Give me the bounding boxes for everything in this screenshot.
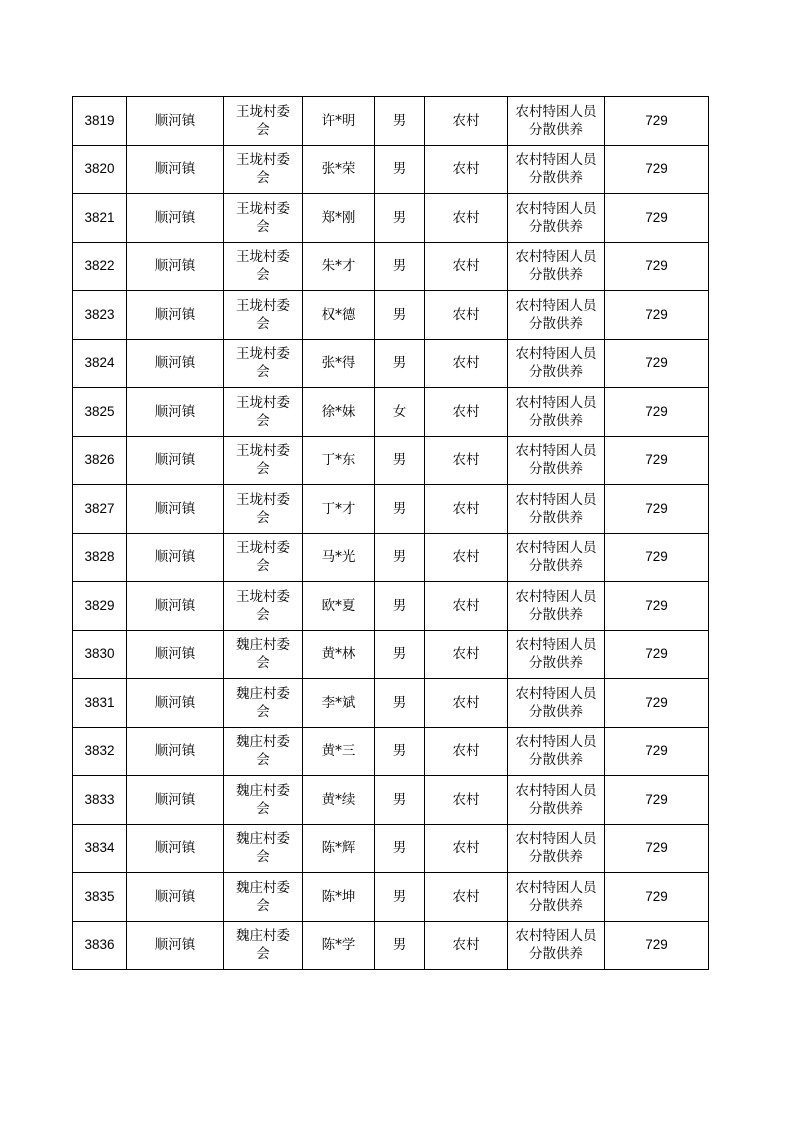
village-cell <box>224 97 303 146</box>
town-cell: 顺河镇 <box>127 194 224 243</box>
category-cell <box>508 679 605 728</box>
village-cell-text: 魏庄村委会 <box>236 831 290 866</box>
roster-body <box>73 97 709 970</box>
row-number-cell: 3836 <box>73 921 127 970</box>
gender-cell: 男 <box>375 145 425 194</box>
category-cell <box>508 194 605 243</box>
amount-cell: 729 <box>605 291 709 340</box>
area-cell: 农村 <box>425 388 508 437</box>
category-cell <box>508 242 605 291</box>
name-cell: 黄*林 <box>303 630 375 679</box>
row-number-cell: 3819 <box>73 97 127 146</box>
category-cell <box>508 533 605 582</box>
gender-cell: 女 <box>375 388 425 437</box>
area-cell: 农村 <box>425 97 508 146</box>
village-cell <box>224 533 303 582</box>
gender-cell: 男 <box>375 921 425 970</box>
gender-cell: 男 <box>375 630 425 679</box>
category-cell-text: 农村特困人员分散供养 <box>515 928 597 963</box>
category-cell-text: 农村特困人员分散供养 <box>515 831 597 866</box>
area-cell: 农村 <box>425 339 508 388</box>
name-cell: 许*明 <box>303 97 375 146</box>
category-cell-text: 农村特困人员分散供养 <box>515 734 597 769</box>
village-cell-text: 魏庄村委会 <box>236 782 290 817</box>
name-cell: 郑*刚 <box>303 194 375 243</box>
gender-cell: 男 <box>375 242 425 291</box>
village-cell <box>224 679 303 728</box>
name-cell: 丁*东 <box>303 436 375 485</box>
table-row <box>73 679 709 728</box>
village-cell <box>224 436 303 485</box>
gender-cell: 男 <box>375 776 425 825</box>
row-number-cell: 3821 <box>73 194 127 243</box>
category-cell <box>508 824 605 873</box>
area-cell: 农村 <box>425 727 508 776</box>
area-cell: 农村 <box>425 485 508 534</box>
town-cell: 顺河镇 <box>127 921 224 970</box>
category-cell-text: 农村特困人员分散供养 <box>515 588 597 623</box>
gender-cell: 男 <box>375 873 425 922</box>
town-cell: 顺河镇 <box>127 97 224 146</box>
town-cell: 顺河镇 <box>127 145 224 194</box>
table-row <box>73 388 709 437</box>
village-cell <box>224 485 303 534</box>
category-cell-text: 农村特困人员分散供养 <box>515 394 597 429</box>
gender-cell: 男 <box>375 679 425 728</box>
village-cell <box>224 194 303 243</box>
table-row <box>73 436 709 485</box>
village-cell <box>224 582 303 631</box>
town-cell: 顺河镇 <box>127 339 224 388</box>
town-cell: 顺河镇 <box>127 824 224 873</box>
amount-cell: 729 <box>605 533 709 582</box>
town-cell: 顺河镇 <box>127 630 224 679</box>
amount-cell: 729 <box>605 824 709 873</box>
category-cell-text: 农村特困人员分散供养 <box>515 637 597 672</box>
amount-cell: 729 <box>605 388 709 437</box>
table-row <box>73 824 709 873</box>
amount-cell: 729 <box>605 242 709 291</box>
category-cell <box>508 630 605 679</box>
area-cell: 农村 <box>425 533 508 582</box>
village-cell-text: 王垅村委会 <box>236 346 290 381</box>
area-cell: 农村 <box>425 873 508 922</box>
village-cell <box>224 388 303 437</box>
town-cell: 顺河镇 <box>127 533 224 582</box>
area-cell: 农村 <box>425 921 508 970</box>
town-cell: 顺河镇 <box>127 485 224 534</box>
roster-sheet <box>72 96 708 970</box>
village-cell <box>224 630 303 679</box>
town-cell: 顺河镇 <box>127 291 224 340</box>
name-cell: 黄*三 <box>303 727 375 776</box>
table-row <box>73 630 709 679</box>
name-cell: 李*斌 <box>303 679 375 728</box>
row-number-cell: 3833 <box>73 776 127 825</box>
village-cell-text: 王垅村委会 <box>236 588 290 623</box>
town-cell: 顺河镇 <box>127 436 224 485</box>
table-row <box>73 921 709 970</box>
gender-cell: 男 <box>375 824 425 873</box>
name-cell: 马*光 <box>303 533 375 582</box>
category-cell <box>508 485 605 534</box>
town-cell: 顺河镇 <box>127 776 224 825</box>
name-cell: 欧*夏 <box>303 582 375 631</box>
gender-cell: 男 <box>375 485 425 534</box>
name-cell: 黄*续 <box>303 776 375 825</box>
category-cell-text: 农村特困人员分散供养 <box>515 685 597 720</box>
name-cell: 权*德 <box>303 291 375 340</box>
row-number-cell: 3834 <box>73 824 127 873</box>
gender-cell: 男 <box>375 582 425 631</box>
table-row <box>73 873 709 922</box>
category-cell <box>508 145 605 194</box>
table-row <box>73 242 709 291</box>
gender-cell: 男 <box>375 533 425 582</box>
amount-cell: 729 <box>605 436 709 485</box>
amount-cell: 729 <box>605 727 709 776</box>
amount-cell: 729 <box>605 921 709 970</box>
table-row <box>73 582 709 631</box>
area-cell: 农村 <box>425 242 508 291</box>
row-number-cell: 3831 <box>73 679 127 728</box>
village-cell <box>224 145 303 194</box>
village-cell <box>224 727 303 776</box>
village-cell-text: 王垅村委会 <box>236 297 290 332</box>
name-cell: 陈*坤 <box>303 873 375 922</box>
roster-table <box>72 96 709 970</box>
amount-cell: 729 <box>605 194 709 243</box>
amount-cell: 729 <box>605 873 709 922</box>
category-cell-text: 农村特困人员分散供养 <box>515 879 597 914</box>
gender-cell: 男 <box>375 97 425 146</box>
village-cell <box>224 873 303 922</box>
category-cell-text: 农村特困人员分散供养 <box>515 249 597 284</box>
category-cell-text: 农村特困人员分散供养 <box>515 152 597 187</box>
village-cell-text: 王垅村委会 <box>236 249 290 284</box>
area-cell: 农村 <box>425 436 508 485</box>
category-cell-text: 农村特困人员分散供养 <box>515 782 597 817</box>
town-cell: 顺河镇 <box>127 873 224 922</box>
category-cell <box>508 727 605 776</box>
table-row <box>73 145 709 194</box>
amount-cell: 729 <box>605 679 709 728</box>
category-cell <box>508 436 605 485</box>
area-cell: 农村 <box>425 776 508 825</box>
row-number-cell: 3825 <box>73 388 127 437</box>
village-cell-text: 王垅村委会 <box>236 443 290 478</box>
gender-cell: 男 <box>375 339 425 388</box>
village-cell-text: 王垅村委会 <box>236 491 290 526</box>
village-cell-text: 魏庄村委会 <box>236 928 290 963</box>
category-cell-text: 农村特困人员分散供养 <box>515 491 597 526</box>
area-cell: 农村 <box>425 630 508 679</box>
village-cell-text: 王垅村委会 <box>236 540 290 575</box>
row-number-cell: 3830 <box>73 630 127 679</box>
table-row <box>73 727 709 776</box>
village-cell-text: 王垅村委会 <box>236 103 290 138</box>
category-cell <box>508 921 605 970</box>
row-number-cell: 3835 <box>73 873 127 922</box>
table-row <box>73 533 709 582</box>
row-number-cell: 3822 <box>73 242 127 291</box>
table-row <box>73 485 709 534</box>
name-cell: 张*荣 <box>303 145 375 194</box>
amount-cell: 729 <box>605 582 709 631</box>
amount-cell: 729 <box>605 630 709 679</box>
town-cell: 顺河镇 <box>127 388 224 437</box>
table-row <box>73 776 709 825</box>
category-cell-text: 农村特困人员分散供养 <box>515 443 597 478</box>
village-cell-text: 王垅村委会 <box>236 200 290 235</box>
village-cell <box>224 291 303 340</box>
row-number-cell: 3832 <box>73 727 127 776</box>
category-cell <box>508 97 605 146</box>
amount-cell: 729 <box>605 145 709 194</box>
category-cell <box>508 582 605 631</box>
category-cell <box>508 291 605 340</box>
row-number-cell: 3826 <box>73 436 127 485</box>
gender-cell: 男 <box>375 291 425 340</box>
row-number-cell: 3820 <box>73 145 127 194</box>
gender-cell: 男 <box>375 194 425 243</box>
area-cell: 农村 <box>425 582 508 631</box>
area-cell: 农村 <box>425 291 508 340</box>
village-cell-text: 魏庄村委会 <box>236 734 290 769</box>
area-cell: 农村 <box>425 824 508 873</box>
town-cell: 顺河镇 <box>127 242 224 291</box>
amount-cell: 729 <box>605 485 709 534</box>
town-cell: 顺河镇 <box>127 582 224 631</box>
village-cell-text: 王垅村委会 <box>236 152 290 187</box>
town-cell: 顺河镇 <box>127 679 224 728</box>
category-cell-text: 农村特困人员分散供养 <box>515 540 597 575</box>
name-cell: 陈*辉 <box>303 824 375 873</box>
town-cell: 顺河镇 <box>127 727 224 776</box>
category-cell-text: 农村特困人员分散供养 <box>515 103 597 138</box>
row-number-cell: 3824 <box>73 339 127 388</box>
category-cell <box>508 339 605 388</box>
table-row <box>73 194 709 243</box>
village-cell <box>224 242 303 291</box>
amount-cell: 729 <box>605 776 709 825</box>
village-cell <box>224 776 303 825</box>
category-cell-text: 农村特困人员分散供养 <box>515 200 597 235</box>
category-cell-text: 农村特困人员分散供养 <box>515 297 597 332</box>
table-row <box>73 97 709 146</box>
category-cell <box>508 776 605 825</box>
village-cell-text: 王垅村委会 <box>236 394 290 429</box>
village-cell-text: 魏庄村委会 <box>236 637 290 672</box>
name-cell: 朱*才 <box>303 242 375 291</box>
village-cell <box>224 339 303 388</box>
village-cell <box>224 921 303 970</box>
area-cell: 农村 <box>425 145 508 194</box>
category-cell <box>508 388 605 437</box>
amount-cell: 729 <box>605 339 709 388</box>
village-cell-text: 魏庄村委会 <box>236 879 290 914</box>
gender-cell: 男 <box>375 727 425 776</box>
village-cell-text: 魏庄村委会 <box>236 685 290 720</box>
area-cell: 农村 <box>425 194 508 243</box>
area-cell: 农村 <box>425 679 508 728</box>
row-number-cell: 3828 <box>73 533 127 582</box>
category-cell-text: 农村特困人员分散供养 <box>515 346 597 381</box>
village-cell <box>224 824 303 873</box>
row-number-cell: 3827 <box>73 485 127 534</box>
name-cell: 陈*学 <box>303 921 375 970</box>
name-cell: 张*得 <box>303 339 375 388</box>
amount-cell: 729 <box>605 97 709 146</box>
name-cell: 丁*才 <box>303 485 375 534</box>
gender-cell: 男 <box>375 436 425 485</box>
row-number-cell: 3823 <box>73 291 127 340</box>
category-cell <box>508 873 605 922</box>
table-row <box>73 339 709 388</box>
table-row <box>73 291 709 340</box>
row-number-cell: 3829 <box>73 582 127 631</box>
name-cell: 徐*妹 <box>303 388 375 437</box>
